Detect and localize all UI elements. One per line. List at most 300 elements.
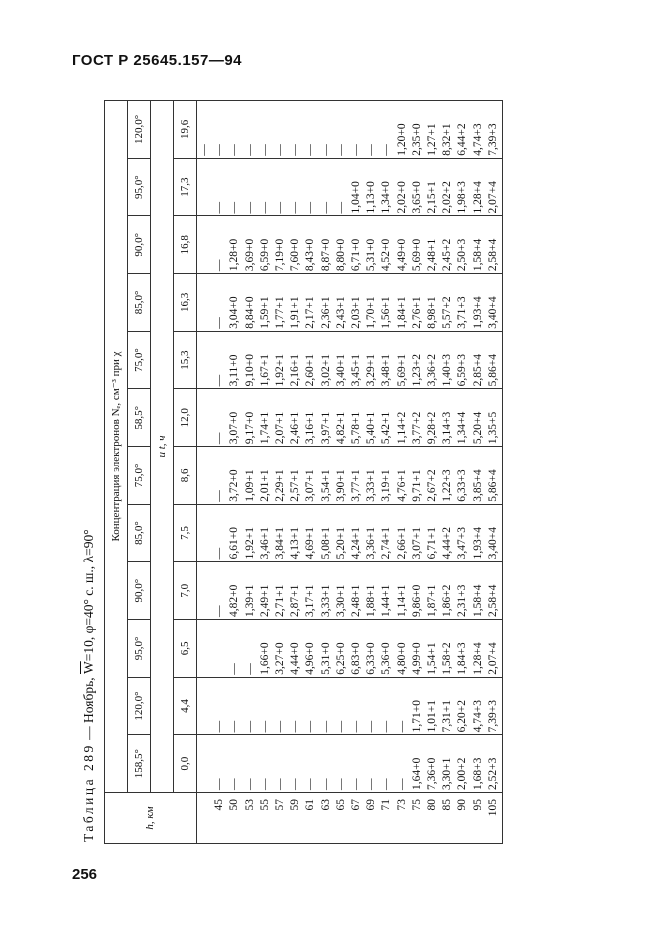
density-value: 4,49+0 [395, 238, 408, 272]
caption-w-symbol: $\overline{W}$ [81, 661, 96, 675]
density-value: — [319, 778, 332, 790]
density-value: 3,07+1 [304, 469, 317, 502]
density-value: — [228, 201, 241, 214]
density-column [197, 331, 503, 389]
h-values-column [197, 793, 503, 844]
density-value: 3,29+1 [365, 354, 378, 387]
density-value: — [380, 720, 393, 733]
density-value: 3,48+1 [380, 354, 393, 387]
density-value: — [319, 144, 332, 156]
caption-longitude: λ=90° [81, 529, 96, 563]
density-value: 7,19+0 [274, 238, 287, 272]
chi-header: 85,0° [128, 504, 151, 562]
density-value: — [228, 720, 241, 733]
density-value: 1,92+1 [274, 354, 287, 387]
density-value: 2,29+1 [274, 469, 287, 502]
t-header: 7,0 [174, 562, 197, 620]
density-value: 3,11+0 [228, 354, 241, 387]
table-label: Таблица 289 [81, 743, 96, 842]
chi-header: 158,5° [128, 735, 151, 793]
density-value: — [213, 201, 226, 214]
density-value: 1,88+1 [365, 584, 378, 618]
density-value: — [243, 720, 256, 733]
density-value: 5,86+4 [486, 354, 499, 387]
density-value: — [274, 144, 287, 156]
density-value: 3,33+1 [365, 469, 378, 502]
density-value: — [213, 432, 226, 445]
density-value: 2,02+0 [395, 181, 408, 214]
density-value: 2,31+3 [456, 584, 469, 618]
density-value: 1,34+0 [380, 181, 393, 214]
h-value: 50 [228, 799, 241, 811]
chi-header: 95,0° [128, 158, 151, 216]
density-value: 1,67+1 [258, 354, 271, 387]
density-value: 3,77+2 [410, 411, 423, 445]
density-value: 3,85+4 [471, 469, 484, 502]
density-value: — [213, 605, 226, 618]
density-column [197, 562, 503, 620]
density-value: — [304, 144, 317, 156]
density-value: 2,36+1 [319, 296, 332, 329]
density-value: — [304, 201, 317, 214]
density-value: 4,82+0 [228, 584, 241, 618]
density-value: 3,71+3 [456, 296, 469, 329]
h-value: 53 [243, 799, 256, 811]
table-caption [76, 102, 102, 842]
density-value: 5,08+1 [319, 527, 332, 560]
density-value: 1,74+1 [258, 411, 271, 445]
density-value: 3,72+0 [228, 469, 241, 502]
document-header: ГОСТ Р 25645.157—94 [72, 52, 243, 69]
chi-header: 90,0° [128, 562, 151, 620]
density-value: 5,20+1 [334, 527, 347, 560]
density-value: 7,36+0 [426, 757, 439, 790]
t-header: 6,5 [174, 620, 197, 678]
density-value: 2,71+1 [274, 584, 287, 618]
density-value: — [243, 663, 256, 675]
h-value: 45 [213, 799, 226, 811]
density-value: 1,77+1 [274, 296, 287, 329]
density-value: 3,69+0 [243, 238, 256, 272]
t-header: 8,6 [174, 447, 197, 505]
density-value: — [334, 201, 347, 214]
density-value: 1,64+0 [410, 757, 423, 790]
t-header: 4,4 [174, 677, 197, 735]
density-value: — [274, 720, 287, 733]
density-value: — [274, 778, 287, 790]
density-value: 1,87+1 [426, 584, 439, 618]
density-value: 9,86+0 [410, 584, 423, 618]
density-value: 2,58+4 [486, 238, 499, 272]
density-value: 4,24+1 [350, 527, 363, 560]
table-row [197, 101, 503, 844]
h-value: 90 [456, 799, 469, 811]
density-value: 2,66+1 [395, 527, 408, 560]
density-value: — [289, 144, 302, 156]
caption-month: Ноябрь, [81, 677, 96, 723]
density-value: 1,58+4 [471, 584, 484, 618]
density-value: 2,35+0 [410, 123, 423, 156]
t-header: 12,0 [174, 389, 197, 447]
density-value: 6,44+2 [456, 123, 469, 156]
density-value: 8,84+0 [243, 296, 256, 329]
density-value: 3,47+3 [456, 527, 469, 560]
density-value: — [243, 201, 256, 214]
density-value: 3,17+1 [304, 584, 317, 618]
density-value: — [334, 144, 347, 156]
density-value: 1,39+1 [243, 584, 256, 618]
density-value: 6,20+2 [456, 699, 469, 733]
density-value: — [319, 720, 332, 733]
density-value: 1,14+2 [395, 411, 408, 445]
density-value: 1,98+3 [456, 181, 469, 214]
density-value: — [380, 778, 393, 790]
density-value: 1,93+4 [471, 296, 484, 329]
h-value: 57 [274, 799, 287, 811]
density-value: 2,07+1 [274, 411, 287, 445]
density-value: — [258, 720, 271, 733]
density-value: 3,19+1 [380, 469, 393, 502]
density-value: 3,33+1 [319, 584, 332, 618]
h-value: 105 [486, 799, 499, 817]
density-value: — [395, 778, 408, 790]
density-value: 4,13+1 [289, 527, 302, 560]
density-value: 8,43+0 [304, 238, 317, 272]
density-value: 3,27+0 [274, 642, 287, 675]
chi-header: 90,0° [128, 216, 151, 274]
density-value: 2,43+1 [334, 296, 347, 329]
h-value: 80 [426, 799, 439, 811]
h-value: 95 [471, 799, 484, 811]
h-value: 61 [304, 799, 317, 811]
density-value: — [289, 720, 302, 733]
chi-header-row [128, 101, 151, 844]
density-value: — [198, 144, 210, 156]
density-value: — [365, 778, 378, 790]
density-value: 1,58+4 [471, 238, 484, 272]
density-value: — [213, 778, 226, 790]
density-value: 2,67+2 [426, 469, 439, 502]
density-value: 1,28+0 [228, 238, 241, 272]
density-value: 2,57+1 [289, 469, 302, 502]
density-value: 3,84+1 [274, 527, 287, 560]
t-header: 15,3 [174, 331, 197, 389]
density-value: 5,36+0 [380, 642, 393, 675]
density-value: 6,59+0 [258, 238, 271, 272]
density-value: 1,28+4 [471, 181, 484, 214]
density-value: 2,01+1 [258, 469, 271, 502]
density-column [197, 389, 503, 447]
density-value: 6,83+0 [350, 642, 363, 675]
density-value: 7,31+1 [441, 699, 454, 733]
density-value: 3,40+1 [334, 354, 347, 387]
density-value: 3,30+1 [441, 757, 454, 790]
density-value: 2,49+1 [258, 584, 271, 618]
density-column [197, 216, 503, 274]
density-value: — [213, 547, 226, 560]
density-value: — [228, 144, 241, 156]
density-value: 5,78+1 [350, 411, 363, 445]
density-value: 5,69+1 [395, 354, 408, 387]
density-value: 4,52+0 [380, 238, 393, 272]
density-value: — [380, 144, 393, 156]
density-value: 3,02+1 [319, 354, 332, 387]
density-value: 3,36+2 [426, 354, 439, 387]
density-value: 2,74+1 [380, 527, 393, 560]
chi-header: 85,0° [128, 274, 151, 332]
density-value: 3,07+0 [228, 411, 241, 445]
density-value: 2,46+1 [289, 411, 302, 445]
density-value: 1,14+1 [395, 584, 408, 618]
density-value: — [213, 144, 226, 156]
density-value: 9,10+0 [243, 354, 256, 387]
density-value: 2,48+1 [350, 584, 363, 618]
t-header-row [174, 101, 197, 844]
density-value: 4,96+0 [304, 642, 317, 675]
density-value: — [243, 778, 256, 790]
density-value: 7,39+3 [486, 699, 499, 733]
density-value: 2,45+2 [441, 238, 454, 272]
density-value: — [304, 778, 317, 790]
density-value: — [213, 720, 226, 733]
density-value: 4,74+3 [471, 123, 484, 156]
density-value: 1,84+1 [395, 296, 408, 329]
density-column [197, 274, 503, 332]
density-value: 9,17+0 [243, 411, 256, 445]
density-value: 5,40+1 [365, 411, 378, 445]
density-value: 5,31+0 [365, 238, 378, 272]
density-value: 1,22+3 [441, 469, 454, 502]
density-value: — [350, 144, 363, 156]
density-value: 1,56+1 [380, 296, 393, 329]
density-value: — [213, 490, 226, 502]
density-value: 4,76+1 [395, 469, 408, 502]
density-value: — [334, 778, 347, 790]
density-value: 2,00+2 [456, 757, 469, 790]
density-value: 6,59+3 [456, 354, 469, 387]
density-value: 2,17+1 [304, 296, 317, 329]
density-value: 6,71+1 [426, 527, 439, 560]
density-value: — [365, 144, 378, 156]
chi-header: 95,0° [128, 620, 151, 678]
chi-header: 75,0° [128, 331, 151, 389]
density-value: 4,74+3 [471, 699, 484, 733]
caption-dash: — [81, 726, 96, 740]
density-value: 3,46+1 [258, 527, 271, 560]
density-value: 2,52+3 [486, 757, 499, 790]
h-value: 67 [350, 799, 363, 811]
h-value: 75 [410, 799, 423, 811]
density-value: 4,82+1 [334, 411, 347, 445]
h-column-header: h, км [105, 793, 197, 844]
density-value: 1,13+0 [365, 181, 378, 214]
density-value: — [395, 720, 408, 733]
density-value: 1,86+2 [441, 584, 454, 618]
chi-header: 58,5° [128, 389, 151, 447]
density-value: 2,03+1 [350, 296, 363, 329]
density-value: 6,25+0 [334, 642, 347, 675]
density-value: — [289, 778, 302, 790]
t-header: 16,8 [174, 216, 197, 274]
t-header: 0,0 [174, 735, 197, 793]
density-column [197, 677, 503, 735]
t-header: 19,6 [174, 101, 197, 159]
density-value: 7,39+3 [486, 123, 499, 156]
h-value: 63 [319, 799, 332, 811]
density-value: 1,91+1 [289, 296, 302, 329]
density-value: 8,87+0 [319, 238, 332, 272]
density-value: — [304, 720, 317, 733]
density-value: — [350, 778, 363, 790]
chi-header: 75,0° [128, 447, 151, 505]
density-value: 1,01+1 [426, 699, 439, 733]
t-header: 7,5 [174, 504, 197, 562]
density-value: 2,76+1 [410, 296, 423, 329]
density-value: 1,71+0 [410, 699, 423, 733]
density-value: 6,33+3 [456, 469, 469, 502]
density-value: 3,97+1 [319, 411, 332, 445]
density-value: 1,40+3 [441, 354, 454, 387]
density-value: 2,58+4 [486, 584, 499, 618]
density-value: 4,44+2 [441, 527, 454, 560]
density-column [197, 158, 503, 216]
density-value: 1,84+3 [456, 642, 469, 675]
density-value: 1,58+2 [441, 642, 454, 675]
density-value: 2,87+1 [289, 584, 302, 618]
density-value: 1,59+1 [258, 296, 271, 329]
density-value: 2,48+1 [426, 238, 439, 272]
density-value: 8,32+1 [441, 123, 454, 156]
density-value: — [228, 663, 241, 675]
density-value: 1,44+1 [380, 584, 393, 618]
density-value: 1,93+4 [471, 527, 484, 560]
density-value: 3,90+1 [334, 469, 347, 502]
density-value: 1,35+5 [486, 411, 499, 445]
density-value: — [213, 259, 226, 272]
density-value: 1,68+3 [471, 757, 484, 790]
density-value: 1,54+1 [426, 642, 439, 675]
density-value: 2,50+3 [456, 238, 469, 272]
density-value: 1,92+1 [243, 527, 256, 560]
density-value: 6,71+0 [350, 238, 363, 272]
density-value: — [274, 201, 287, 214]
density-value: 5,69+0 [410, 238, 423, 272]
density-value: 4,44+0 [289, 642, 302, 675]
caption-w-value: =10, [81, 636, 96, 662]
density-value: 4,69+1 [304, 527, 317, 560]
density-value: 5,86+4 [486, 469, 499, 502]
rotated-table-block [74, 92, 510, 852]
density-value: 4,99+0 [410, 642, 423, 675]
density-value: 2,15+1 [426, 181, 439, 214]
density-value: — [319, 201, 332, 214]
density-value: 9,28+2 [426, 411, 439, 445]
density-value: 3,54+1 [319, 469, 332, 502]
density-value: 2,07+4 [486, 642, 499, 675]
density-value: 3,40+4 [486, 527, 499, 560]
density-value: 9,71+1 [410, 469, 423, 502]
density-value: 5,57+2 [441, 296, 454, 329]
density-value: 3,07+1 [410, 527, 423, 560]
density-value: — [213, 317, 226, 329]
density-value: — [228, 778, 241, 790]
group-header: Концентрация электронов Nₑ, см⁻³ при χ [105, 101, 128, 793]
density-value: 3,65+0 [410, 181, 423, 214]
chi-header: 120,0° [128, 101, 151, 159]
density-value: 2,02+2 [441, 181, 454, 214]
h-value: 85 [441, 799, 454, 811]
electron-density-table [104, 100, 503, 844]
density-value: 1,20+0 [395, 123, 408, 156]
density-column [197, 620, 503, 678]
density-value: 1,04+0 [350, 181, 363, 214]
density-value: 5,20+4 [471, 411, 484, 445]
density-value: 3,40+4 [486, 296, 499, 329]
density-value: 1,09+1 [243, 469, 256, 502]
density-value: 3,04+0 [228, 296, 241, 329]
density-value: 2,16+1 [289, 354, 302, 387]
density-value: — [334, 720, 347, 733]
density-value: 1,70+1 [365, 296, 378, 329]
h-value: 59 [289, 799, 302, 811]
density-value: 1,28+4 [471, 642, 484, 675]
density-value: — [289, 201, 302, 214]
density-value: 8,80+0 [334, 238, 347, 272]
density-value: — [350, 720, 363, 733]
density-value: — [243, 144, 256, 156]
density-value: — [213, 374, 226, 387]
density-value: 7,60+0 [289, 238, 302, 272]
density-value: — [258, 201, 271, 214]
density-value: 3,36+1 [365, 527, 378, 560]
density-value: 3,45+1 [350, 354, 363, 387]
density-column [197, 735, 503, 793]
t-header: 17,3 [174, 158, 197, 216]
density-value: 5,42+1 [380, 411, 393, 445]
density-value: 3,16+1 [304, 411, 317, 445]
density-value: 8,98+1 [426, 296, 439, 329]
density-column [197, 101, 503, 159]
density-value: — [365, 720, 378, 733]
h-value: 71 [380, 799, 393, 811]
density-value: 4,80+0 [395, 642, 408, 675]
density-value: 2,07+4 [486, 181, 499, 214]
density-value: 6,33+0 [365, 642, 378, 675]
chi-header: 120,0° [128, 677, 151, 735]
h-value: 65 [334, 799, 347, 811]
density-value: 2,85+4 [471, 354, 484, 387]
density-value: 2,60+1 [304, 354, 317, 387]
density-value: 1,34+4 [456, 411, 469, 445]
density-value: 1,66+0 [258, 642, 271, 675]
density-value: 1,27+1 [426, 123, 439, 156]
density-value: 3,14+3 [441, 411, 454, 445]
t-header: 16,3 [174, 274, 197, 332]
density-value: — [258, 778, 271, 790]
density-value: 3,30+1 [334, 584, 347, 618]
density-value: 1,23+2 [410, 354, 423, 387]
h-value: 73 [395, 799, 408, 811]
density-column [197, 447, 503, 505]
density-value: 5,31+0 [319, 642, 332, 675]
density-value: 6,61+0 [228, 527, 241, 560]
density-column [197, 504, 503, 562]
t-group-header: и t, ч [151, 101, 174, 793]
h-value: 55 [258, 799, 271, 811]
density-value: — [258, 144, 271, 156]
caption-latitude: φ=40° с. ш., [81, 565, 96, 634]
page-number: 256 [72, 866, 98, 883]
